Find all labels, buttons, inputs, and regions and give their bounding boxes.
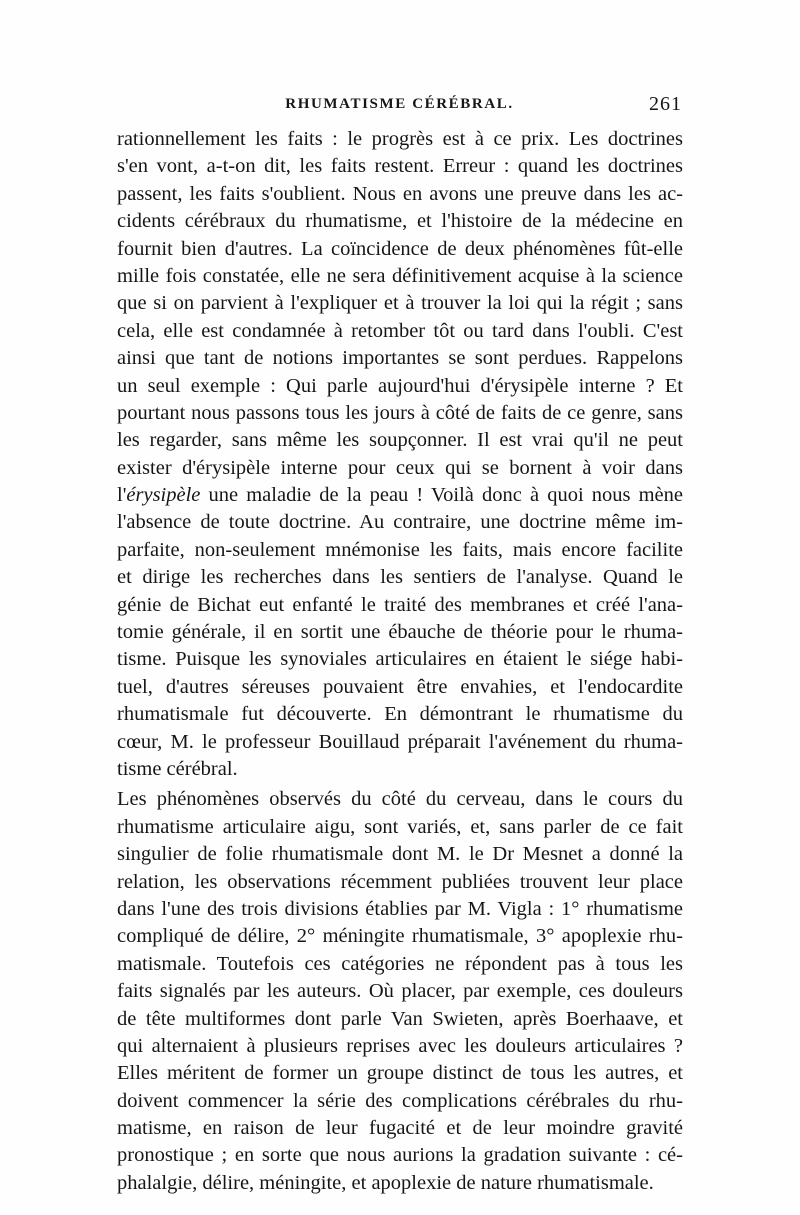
text-line: cidents cérébraux du rhumatisme, et l'histoire de la médecine en xyxy=(117,210,683,233)
text-line: singulier de folie rhumatismale dont M. le Dr Mesnet a donné la xyxy=(117,843,683,866)
text-line: mille fois constatée, elle ne sera définitivement acquise à la science xyxy=(117,264,683,287)
text-line: s'en vont, a-t-on dit, les faits restent. Erreur : quand les doctrines xyxy=(117,155,683,178)
text-line: phalalgie, délire, méningite, et apoplexie de nature rhumatismale. xyxy=(117,1171,654,1194)
text-line: tisme cérébral. xyxy=(117,757,238,780)
text-line: cela, elle est condamnée à retomber tôt ou tard dans l'oubli. C'est xyxy=(117,319,683,342)
text-line: génie de Bichat eut enfanté le traité des membranes et créé l'ana- xyxy=(117,593,683,616)
text-line: les regarder, sans même les soupçonner. Il est vrai qu'il ne peut xyxy=(117,429,683,452)
text-fragment: une maladie de la peau ! Voilà donc à quoi nous mène xyxy=(200,484,683,507)
text-line: relation, les observations récemment publiées trouvent leur place xyxy=(117,870,683,893)
text-line: qui alternaient à plusieurs reprises avec les douleurs articulaires ? xyxy=(117,1034,683,1057)
page-number: 261 xyxy=(649,93,682,115)
text-fragment: l' xyxy=(117,484,127,507)
text-line: matisme, en raison de leur fugacité et de leur moindre gravité xyxy=(117,1117,683,1140)
paragraph-1 xyxy=(117,126,683,783)
italic-word: érysipèle xyxy=(126,484,201,507)
running-title: RHUMATISME CÉRÉBRAL. xyxy=(285,96,514,112)
text-line: l'absence de toute doctrine. Au contraire, une doctrine même im- xyxy=(117,511,683,534)
running-head xyxy=(117,93,682,120)
text-line: dans l'une des trois divisions établies par M. Vigla : 1° rhumatisme xyxy=(117,897,683,920)
text-line: rhumatismale fut découverte. En démontrant le rhumatisme du xyxy=(117,703,683,726)
text-line: pronostique ; en sorte que nous aurions la gradation suivante : cé- xyxy=(117,1144,683,1167)
text-line: parfaite, non-seulement mnémonise les faits, mais encore facilite xyxy=(117,538,683,561)
text-line xyxy=(117,482,683,509)
text-line: exister d'érysipèle interne pour ceux qui se bornent à voir dans xyxy=(117,456,683,479)
text-line: passent, les faits s'oublient. Nous en avons une preuve dans les ac- xyxy=(117,182,683,205)
text-line: pourtant nous passons tous les jours à côté de faits de ce genre, sans xyxy=(117,401,683,424)
text-line: matismale. Toutefois ces catégories ne répondent pas à tous les xyxy=(117,952,683,975)
text-line: faits signalés par les auteurs. Où placer, par exemple, ces douleurs xyxy=(117,980,683,1003)
text-line: tuel, d'autres séreuses pouvaient être envahies, et l'endocardite xyxy=(117,675,683,698)
text-line: cœur, M. le professeur Bouillaud préparait l'avénement du rhuma- xyxy=(117,730,683,753)
text-line: de tête multiformes dont parle Van Swieten, après Boerhaave, et xyxy=(117,1007,683,1030)
text-line: et dirige les recherches dans les sentiers de l'analyse. Quand le xyxy=(117,566,683,589)
paragraph-2 xyxy=(117,786,683,1197)
text-line: Elles méritent de former un groupe distinct de tous les autres, et xyxy=(117,1062,683,1085)
body-text xyxy=(117,126,683,1197)
text-line: rationnellement les faits : le progrès est à ce prix. Les doctrines xyxy=(117,128,683,150)
text-line: fournit bien d'autres. La coïncidence de deux phénomènes fût-elle xyxy=(117,237,683,260)
text-line: un seul exemple : Qui parle aujourd'hui d'érysipèle interne ? Et xyxy=(117,374,683,397)
text-line: rhumatisme articulaire aigu, sont variés, et, sans parler de ce fait xyxy=(117,815,683,838)
text-line: tisme. Puisque les synoviales articulaires en étaient le siége habi- xyxy=(117,648,683,671)
text-line: Les phénomènes observés du côté du cerveau, dans le cours du xyxy=(117,788,683,811)
text-line: compliqué de délire, 2° méningite rhumatismale, 3° apoplexie rhu- xyxy=(117,925,683,948)
text-line: tomie générale, il en sortit une ébauche de théorie pour le rhuma- xyxy=(117,621,683,644)
text-line: ainsi que tant de notions importantes se sont perdues. Rappelons xyxy=(117,347,683,370)
text-line: que si on parvient à l'expliquer et à trouver la loi qui la régit ; sans xyxy=(117,292,683,315)
text-line: doivent commencer la série des complications cérébrales du rhu- xyxy=(117,1089,683,1112)
